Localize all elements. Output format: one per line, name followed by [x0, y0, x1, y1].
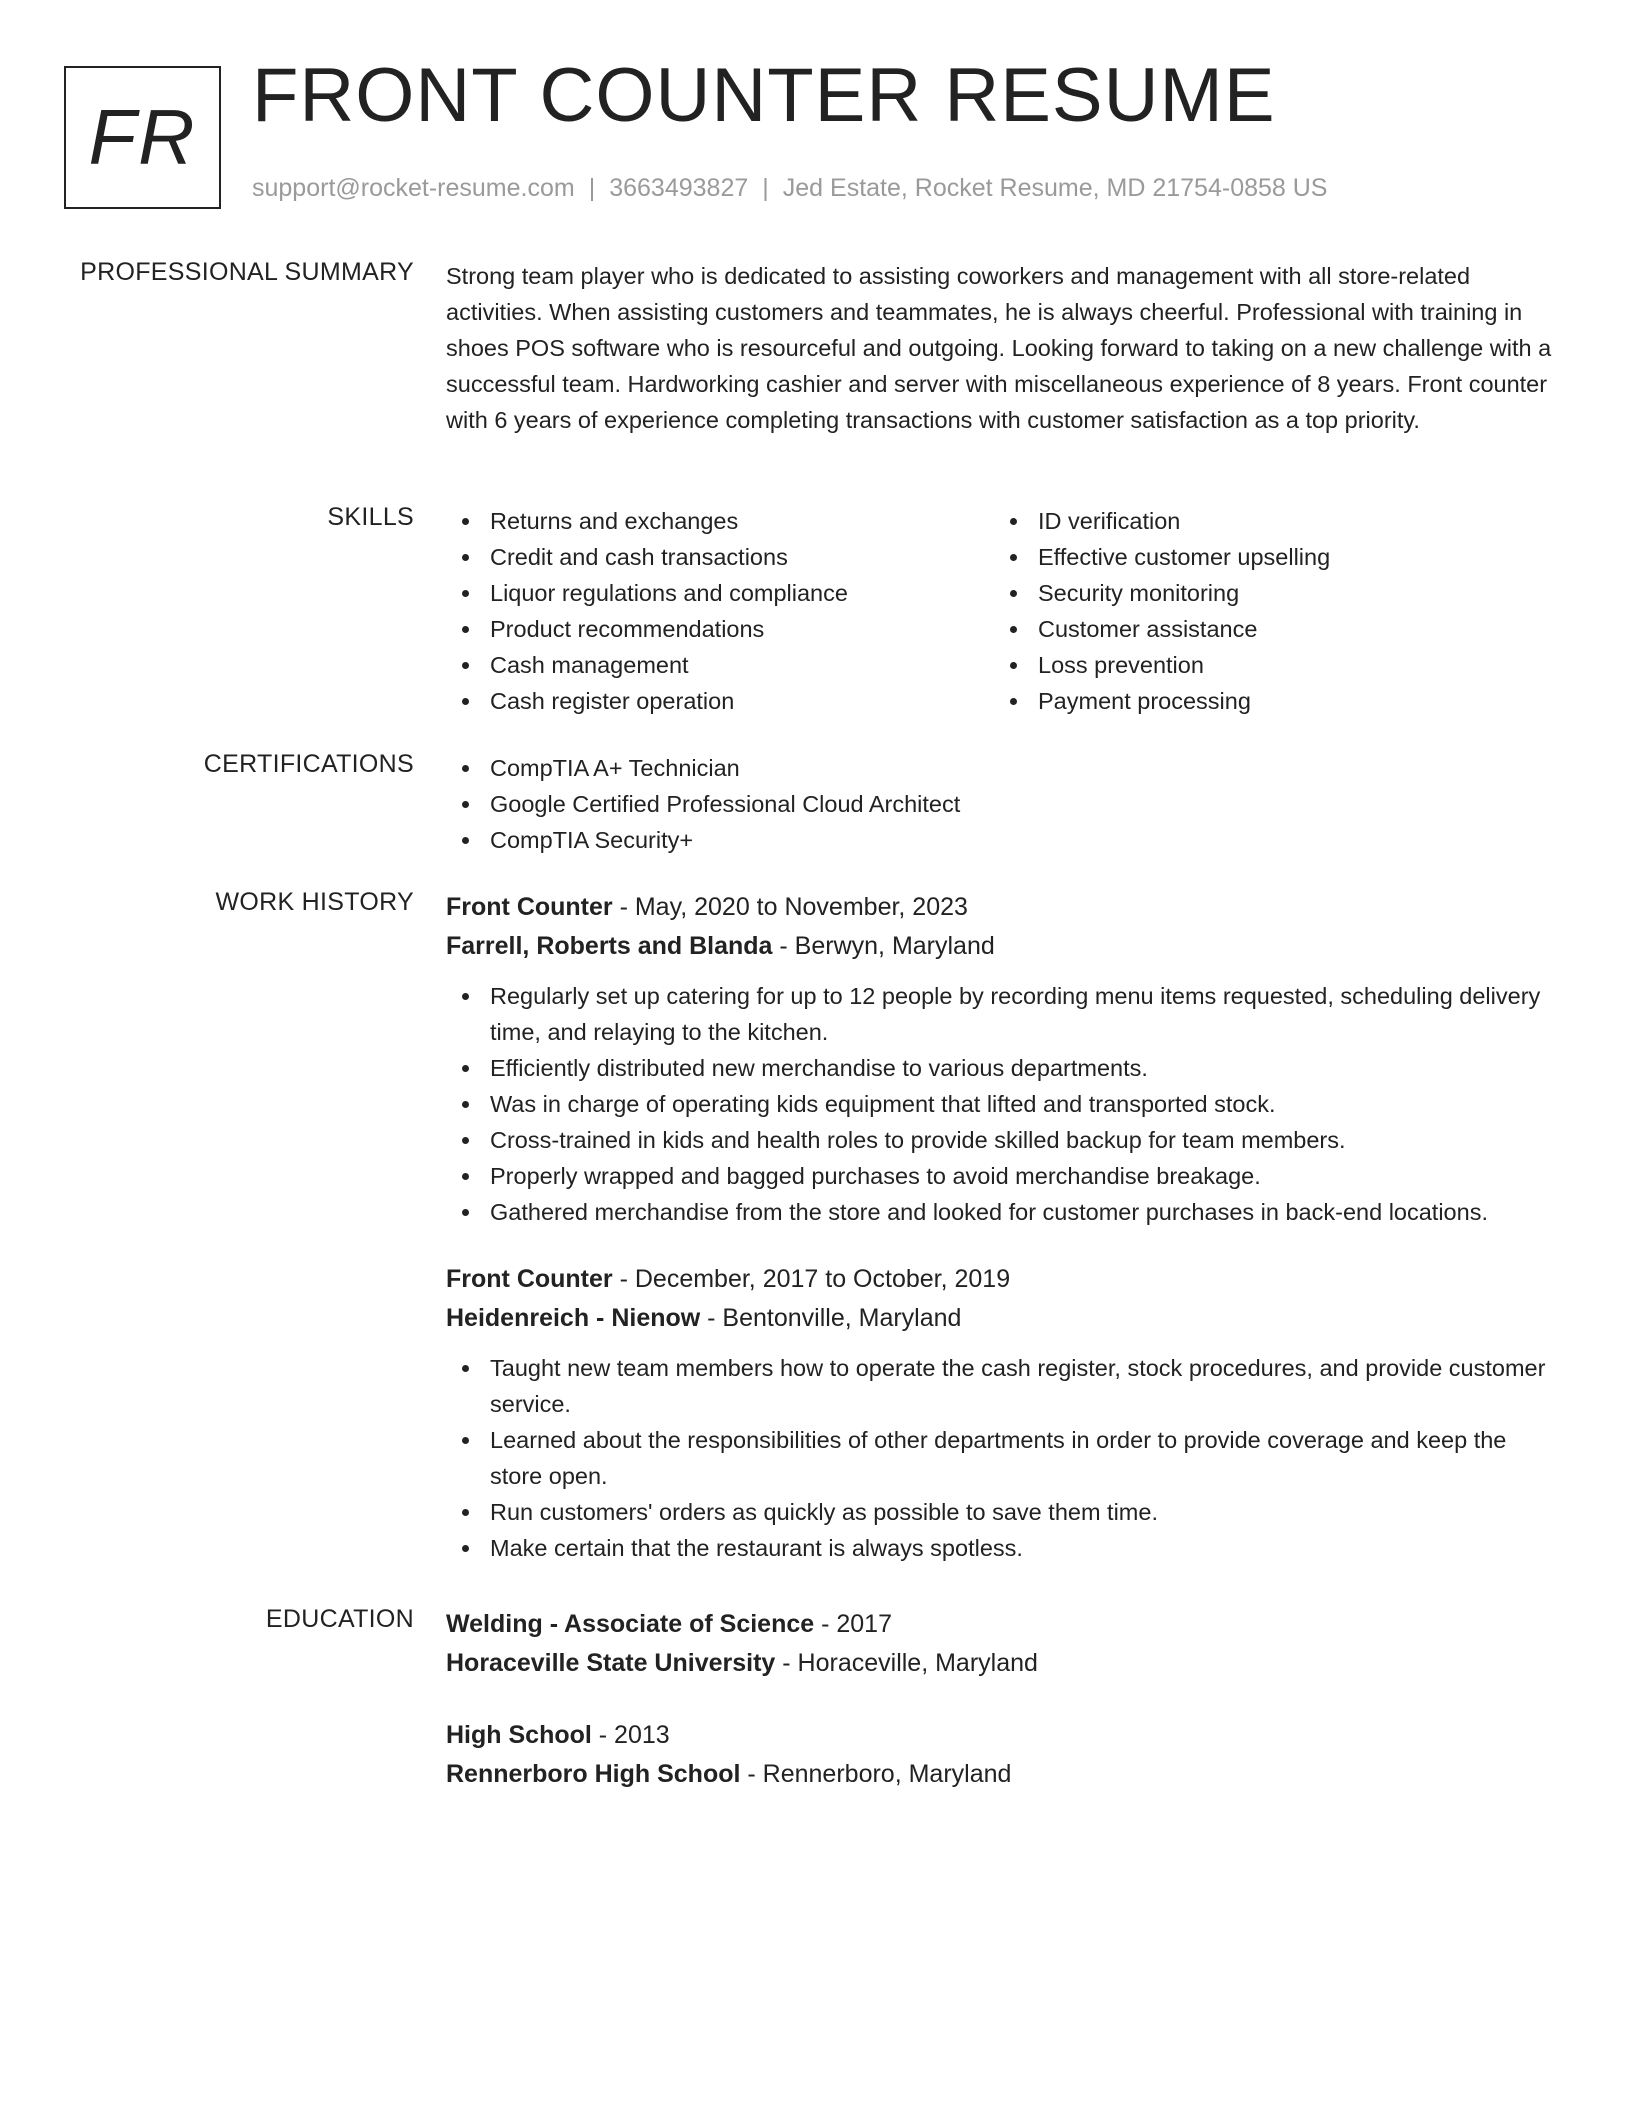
education-location: - Horaceville, Maryland: [775, 1649, 1038, 1677]
skill-item: Effective customer upselling: [994, 539, 1542, 575]
job-entry: [446, 1260, 1562, 1566]
job-title: Front Counter: [446, 893, 613, 921]
education-entry: [446, 1605, 1562, 1683]
skills-list-right: [994, 503, 1542, 719]
job-duty-item: Cross-trained in kids and health roles to provide skilled backup for team members.: [446, 1122, 1562, 1158]
job-duty-item: Gathered merchandise from the store and looked for customer purchases in back-end locations.: [446, 1194, 1562, 1230]
job-duties-list: [446, 1350, 1562, 1566]
certifications-body: [446, 750, 1562, 858]
section-label-skills: SKILLS: [327, 503, 414, 531]
skill-item: Cash register operation: [446, 683, 994, 719]
skill-item: Payment processing: [994, 683, 1542, 719]
job-company-line: [446, 927, 1562, 966]
education-school-line: [446, 1755, 1562, 1794]
skill-item: Cash management: [446, 647, 994, 683]
contact-address: Jed Estate, Rocket Resume, MD 21754-0858 US: [782, 174, 1328, 202]
education-degree: High School: [446, 1721, 592, 1749]
certifications-list: [446, 750, 1562, 858]
education-entry: [446, 1716, 1562, 1794]
certification-item: CompTIA A+ Technician: [446, 750, 1562, 786]
section-label-summary: PROFESSIONAL SUMMARY: [80, 258, 414, 286]
job-duty-item: Properly wrapped and bagged purchases to avoid merchandise breakage.: [446, 1158, 1562, 1194]
job-duty-item: Make certain that the restaurant is always spotless.: [446, 1530, 1562, 1566]
job-title-line: [446, 1260, 1562, 1299]
education-degree: Welding - Associate of Science: [446, 1610, 815, 1638]
job-location: - Bentonville, Maryland: [700, 1304, 962, 1332]
contact-email[interactable]: support@rocket-resume.com: [252, 174, 575, 202]
contact-separator: |: [762, 174, 769, 202]
monogram-logo: FR: [64, 66, 221, 209]
education-degree-line: [446, 1605, 1562, 1644]
summary-text: Strong team player who is dedicated to assisting coworkers and management with all store-related activities. When assisting customers and teammates, he is always cheerful. Professional with training in shoes POS software who is resourceful and outgoing. Looking forward to taking on a new challenge with a successful team. Hardworking cashier and server with miscellaneous experience of 8 years. Front counter with 6 years of experience completing transactions with customer satisfaction as a top priority.: [446, 263, 1552, 433]
job-entry: [446, 888, 1562, 1230]
job-title: Front Counter: [446, 1265, 613, 1293]
job-duties-list: [446, 978, 1562, 1230]
job-dates: - December, 2017 to October, 2019: [612, 1265, 1011, 1293]
job-duty-item: Learned about the responsibilities of other departments in order to provide coverage and keep the store open.: [446, 1422, 1562, 1494]
education-degree-line: [446, 1716, 1562, 1755]
job-company: Farrell, Roberts and Blanda: [446, 932, 773, 960]
skill-item: Security monitoring: [994, 575, 1542, 611]
section-label-certifications: CERTIFICATIONS: [203, 750, 414, 778]
certification-item: Google Certified Professional Cloud Architect: [446, 786, 1562, 822]
job-duty-item: Regularly set up catering for up to 12 people by recording menu items requested, scheduling delivery time, and relaying to the kitchen.: [446, 978, 1562, 1050]
education-year: - 2017: [814, 1610, 892, 1638]
job-duty-item: Was in charge of operating kids equipment that lifted and transported stock.: [446, 1086, 1562, 1122]
skills-columns: [446, 503, 1562, 719]
job-title-line: [446, 888, 1562, 927]
education-school: Horaceville State University: [446, 1649, 776, 1677]
education-school: Rennerboro High School: [446, 1760, 741, 1788]
contact-separator: |: [588, 174, 596, 202]
skill-item: Product recommendations: [446, 611, 994, 647]
job-company: Heidenreich - Nienow: [446, 1304, 701, 1332]
job-duty-item: Run customers' orders as quickly as possible to save them time.: [446, 1494, 1562, 1530]
contact-line: [252, 174, 1327, 203]
education-year: - 2013: [591, 1721, 670, 1749]
skill-item: ID verification: [994, 503, 1542, 539]
education-body: [446, 1605, 1562, 1794]
resume-title: FRONT COUNTER RESUME: [252, 53, 1276, 138]
certification-item: CompTIA Security+: [446, 822, 1562, 858]
work-history-body: [446, 888, 1562, 1566]
education-school-line: [446, 1644, 1562, 1683]
skill-item: Credit and cash transactions: [446, 539, 994, 575]
section-label-education: EDUCATION: [265, 1605, 414, 1633]
education-location: - Rennerboro, Maryland: [740, 1760, 1012, 1788]
skill-item: Liquor regulations and compliance: [446, 575, 994, 611]
contact-phone[interactable]: 3663493827: [609, 174, 749, 202]
job-duty-item: Taught new team members how to operate the cash register, stock procedures, and provide customer service.: [446, 1350, 1562, 1422]
job-location: - Berwyn, Maryland: [772, 932, 995, 960]
section-label-work-history: WORK HISTORY: [215, 888, 414, 916]
skills-list-left: [446, 503, 994, 719]
skill-item: Loss prevention: [994, 647, 1542, 683]
job-company-line: [446, 1299, 1562, 1338]
job-dates: - May, 2020 to November, 2023: [612, 893, 968, 921]
skill-item: Returns and exchanges: [446, 503, 994, 539]
skill-item: Customer assistance: [994, 611, 1542, 647]
job-duty-item: Efficiently distributed new merchandise to various departments.: [446, 1050, 1562, 1086]
